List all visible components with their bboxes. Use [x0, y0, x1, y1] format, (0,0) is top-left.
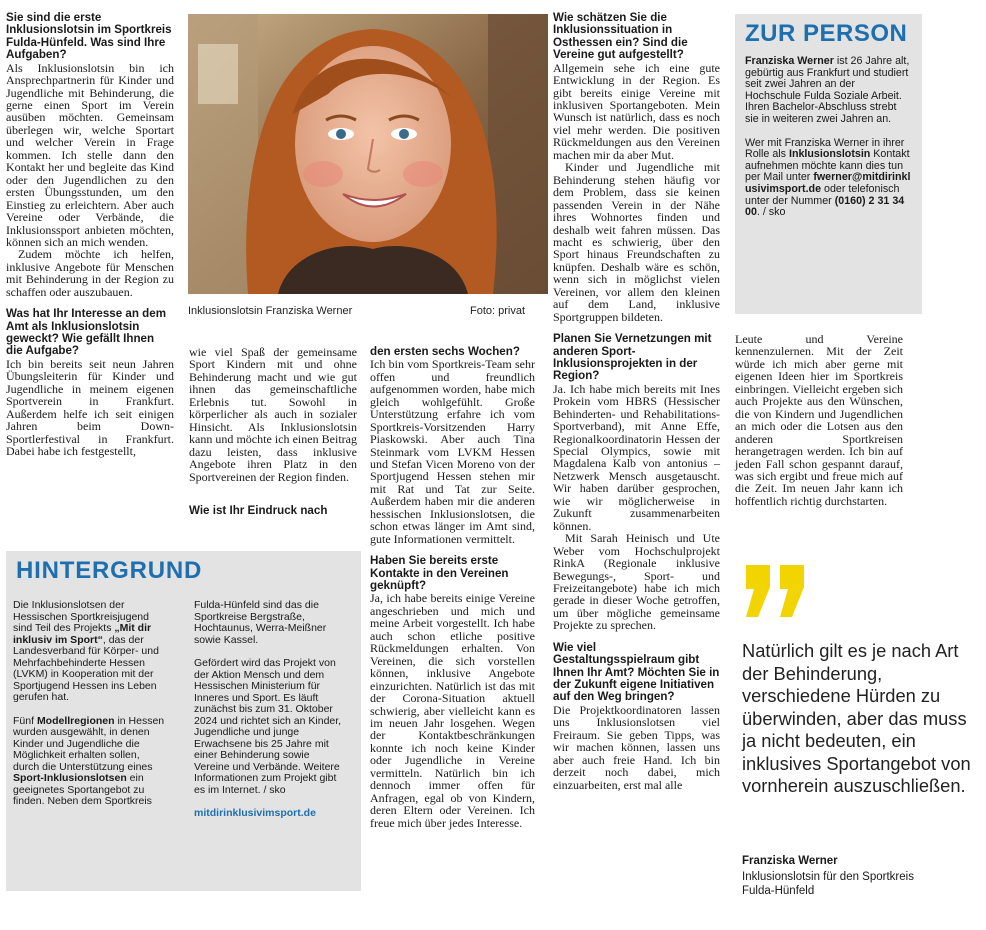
pull-quote: Natürlich gilt es je nach Art der Behinderung, verschiedene Hürden zu überwinden, aber das muss ja nicht bedeuten, ein inklusives Sportangebot von vornherein auszuschließen.	[742, 640, 971, 796]
interview-answer: Zudem möchte ich helfen, inklusive Angebote für Menschen mit Behinderung in der Region zu schaffen oder auszubauen.	[6, 247, 174, 299]
interview-answer: Ja, ich habe bereits einige Vereine angeschrieben und mich und meine Arbeit vorgestellt. Ich habe auch schon etliche positive Rückmeldungen erhalten. Von Vereinen, die sich vorstellen können, inklusive Angebote einzurichten. Natürlich ist das mit der Corona-Situation aktuell schwierig, aber vielleicht kann es im neuen Jahr losgehen. Wegen der Kontaktbeschränkungen konnte ich noch keine Kinder oder Jugendliche in Vereine vermitteln. Natürlich bin ich dennoch immer offen für Anfragen, egal ob von Kindern, deren Eltern oder Vereinen. Ich freue mich über jedes Interesse.	[370, 591, 535, 830]
interview-answer: Die Projektkoordinatoren lassen uns Inklusionslotsen viel Freiraum. Sie geben Tipps, was wir machen können, lassen uns aber auch freie Hand. Ich bin derzeit noch dabei, mich einzuarbeiten, erst mal alle	[553, 702, 720, 792]
person-bio: Franziska Werner ist 26 Jahre alt, gebürtig aus Frankfurt und studiert seit zwei Jahren an der Hochschule Fulda Soziale Arbeit. Ihren Bachelor-Abschluss strebt sie in weiteren zwei Jahren an.	[745, 55, 910, 125]
quote-author-role: Inklusionslotsin für den Sportkreis Fulda-Hünfeld	[742, 871, 914, 897]
background-box-title: HINTERGRUND	[16, 557, 203, 584]
article-column-4	[553, 12, 720, 791]
interview-question: Wie schätzen Sie die Inklusionssituation in Osthessen ein? Sind die Vereine gut aufgestellt?	[553, 11, 688, 62]
interview-answer: wie viel Spaß der gemeinsame Sport Kindern mit und ohne Behinderung macht und wie gut ihnen das gemeinschaftliche Erlebnis tut. Sowohl in körperlicher als auch in sozialer Hinsicht. Als Inklusionslotsin kann und möchte ich einen Beitrag dazu leisten, dass inklusive Angebote ihren Platz in den Sportvereinen der Region finden.	[189, 345, 357, 484]
interview-question: Wie ist Ihr Eindruck nach	[189, 503, 328, 517]
interview-question: Wie viel Gestaltungsspielraum gibt Ihnen Ihr Amt? Möchten Sie in der Zukunft eigene Initiativen auf den Weg bringen?	[553, 640, 720, 704]
contact-phone: (0160) 2 31 34 00	[745, 194, 905, 219]
interview-question: Planen Sie Vernetzungen mit anderen Sport-Inklusionsprojekten in der Region?	[553, 332, 712, 383]
article-column-1	[6, 12, 174, 457]
person-box-title: ZUR PERSON	[745, 20, 908, 47]
interview-answer: Mit Sarah Heinisch und Ute Weber vom Hochschulprojekt RinkA (Regionale inklusive Bewegungs-, Sport- und Freizeitangebote) habe ich mich gerade in dieser Woche getroffen, um über mögliche gemeinsame Projekte zu sprechen.	[553, 531, 720, 633]
interview-question: Was hat Ihr Interesse an dem Amt als Inklusionslotsin geweckt? Wie gefällt Ihnen die Aufgabe?	[6, 307, 167, 358]
person-name: Franziska Werner	[745, 55, 834, 67]
interview-answer: Ich bin vom Sportkreis-Team sehr offen und freundlich aufgenommen worden, habe mich gleich wohlgefühlt. Große Unterstützung erfahre ich vom Sportkreis-Vorsitzenden Harry Piaskowski. Aber auch Tina Steinmark vom LVKM Hessen und Stefan Vicen Moreno von der Sportjugend Hessen stehen mir mit Rat und Tat zur Seite. Außerdem haben mir die anderen hessischen Inklusionslotsen, die schon etwas länger im Amt sind, gute Informationen vermittelt.	[370, 357, 535, 546]
article-column-3	[370, 346, 535, 829]
person-info-box	[735, 14, 922, 314]
quote-author: Franziska Werner	[742, 855, 838, 867]
interview-answer: Allgemein sehe ich eine gute Entwicklung in der Region. Es gibt bereits einige Vereine mit inklusiven Sportangeboten. Mein Wunsch ist natürlich, dass es noch viel mehr werden. Die positiven Rückmeldungen aus den Vereinen machen mir da aber Mut.	[553, 60, 720, 162]
interview-answer: Leute und Vereine kennenzulernen. Mit der Zeit würde ich mich aber gerne mit eigenen Ideen hier im Sportkreis einbringen. Vielleicht ergeben sich auch Projekte aus den Wünschen, die von Kindern und Jugendlichen an mich oder die Lotsen aus den anderen Sportkreisen herangetragen werden. Ich bin auf jeden Fall schon gespannt darauf, was sich ergibt und freue mich auf die Zeit. Im neuen Jahr kann ich hoffentlich richtig durchstarten.	[735, 332, 903, 508]
interview-question: den ersten sechs Wochen?	[370, 345, 520, 358]
article-column-5	[735, 333, 903, 507]
interview-answer: Kinder und Jugendliche mit Behinderung stehen häufig vor dem Problem, dass sie keinen passenden Verein in der Nähe ihres Wohnortes finden und deshalb weit fahren müssen. Das macht es schwierig, über den Sport hinaus Freundschaften zu knüpfen. Deshalb wäre es schön, wenn sich in möglichst vielen Vereinen, vor allem den kleinen auf dem Land, inklusive Sportgruppen bildeten.	[553, 160, 720, 324]
interview-question: Haben Sie bereits erste Kontakte in den Vereinen geknüpft?	[370, 554, 509, 593]
interview-question: Sie sind die erste Inklusionslotsin im Sportkreis Fulda-Hünfeld. Was sind Ihre Aufgaben?	[6, 11, 172, 62]
quote-mark-icon	[742, 565, 812, 625]
background-info-box	[6, 551, 361, 891]
project-website-link[interactable]: mitdirinklusivimsport.de	[194, 807, 316, 819]
person-contact: Wer mit Franziska Werner in ihrer Rolle als Inklusionslotsin Kontakt aufnehmen möchte kann dies tun per Mail unter fwerner@mitdirinklusivimsport.de oder telefonisch unter der Nummer (0160) 2 31 34 00. / sko	[745, 136, 911, 219]
background-column-2: Fulda-Hünfeld sind das die Sportkreise Bergstraße, Hochtaunus, Werra-Meißner sowie Kassel. Gefördert wird das Projekt von der Aktion Mensch und dem Hessischen Ministerium für Inneres und Sport. Es läuft zunächst bis zum 31. Oktober 2024 und richtet sich an Kinder, Jugendliche und junge Erwachsene bis 25 Jahre mit einer Behinderung sowie Vereine und Verbände. Weitere Informationen zum Projekt gibt es im Internet. / sko mitdirinklusivimsport.de	[194, 600, 346, 820]
contact-email: fwerner@mitdirinklusivimsport.de	[745, 171, 911, 195]
background-column-1: Die Inklusionslotsen der Hessischen Sportkreisjugend sind Teil des Projekts „Mit dir inklusiv im Sport“, das der Landesverband für Körper- und Mehrfachbehinderte Hessen (LVKM) in Kooperation mit der Sportjugend Hessen ins Leben gerufen hat. Fünf Modellregionen in Hessen wurden ausgewählt, in denen Kinder und Jugendliche die Möglichkeit erhalten sollen, durch die Unterstützung eines Sport-Inklusionslotsen ein geeignetes Sportangebot zu finden. Neben dem Sportkreis	[13, 599, 165, 807]
article-column-2	[189, 346, 357, 517]
photo-credit: Foto: privat	[470, 305, 526, 317]
interview-answer: Ja. Ich habe mich bereits mit Ines Prokein vom HBRS (Hessischer Behinderten- und Rehabilitations-Sportverband), mit Anne Effe, Regionalkoordinatorin Hessen der Special Olympics, sowie mit Magdalena Kalb von antonius – Netzwerk Mensch ausgetauscht. Wir haben darüber gesprochen, wie wir möglicherweise in Zukunft zusammenarbeiten können.	[553, 381, 720, 533]
portrait-illustration	[188, 14, 548, 294]
interview-answer: Als Inklusionslotsin bin ich Ansprechpartnerin für Kinder und Jugendliche mit Behinderung, die gerne einen Sport im Verein ausüben möchten. Gemeinsam überlegen wir, welche Sportart und welcher Verein in Frage kommen. Ich stelle dann den Kontakt her und begleite das Kind oder den Jugendlichen zu den ersten Übungsstunden, um den Einstieg zu erleichtern. Aber auch Vereine oder Verbände, die Inklusionssport anbieten möchten, können sich an mich wenden.	[6, 60, 174, 249]
photo-caption: Inklusionslotsin Franziska Werner	[188, 305, 353, 317]
interview-answer: Ich bin bereits seit neun Jahren Übungsleiterin für Kinder und Jugendliche in meinem eigenen Sportverein in Frankfurt. Außerdem helfe ich seit einigen Jahren beim Down-Sportlerfestival in Frankfurt. Dabei habe ich festgestellt,	[6, 356, 174, 459]
portrait-photo	[188, 14, 548, 294]
